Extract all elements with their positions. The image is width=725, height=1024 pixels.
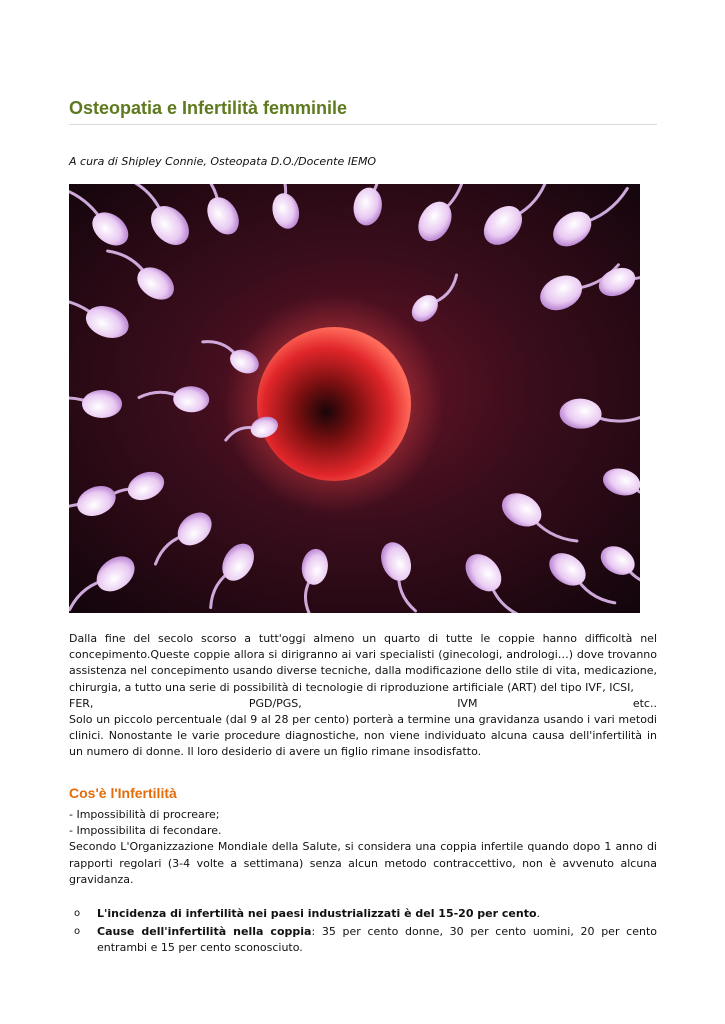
definition-line-1: - Impossibilità di procreare; xyxy=(69,808,220,821)
author-byline: A cura di Shipley Connie, Osteopata D.O./Docente IEMO xyxy=(69,155,377,168)
technique-list xyxy=(69,696,657,712)
bullet-marker: o xyxy=(74,908,81,919)
list-item xyxy=(69,924,657,956)
intro-paragraph xyxy=(69,631,657,761)
list-item xyxy=(69,906,657,922)
definition-line-2: - Impossibilita di fecondare. xyxy=(69,824,222,838)
bullet-bold-text: Cause dell'infertilità nella coppia xyxy=(97,925,312,939)
sperm-head xyxy=(82,390,122,418)
intro-text: Dalla fine del secolo scorso a tutt'oggi almeno un quarto di tutte le coppie hanno difficoltà nel concepimento.Queste coppie allora si dirigranno ai vari specialisti (ginecologi, andrologi…) dove trovanno assistenza nel concepimento usando diverse tecniche, dalla modificazione dello stile di vita, medicazione, chirurgia, a tutto una serie di possibilità di tecnologie di riproduzione artificiale (ART) del tipo IVF, ICSI, xyxy=(69,632,657,694)
bullet-list xyxy=(69,906,657,959)
bullet-marker: o xyxy=(74,926,81,938)
page-title: Osteopatia e Infertilità femminile xyxy=(69,98,657,125)
bullet-bold-text: L'incidenza di infertilità nei paesi industrializzati è del 15-20 per cento xyxy=(97,907,537,920)
intro-text-continued: Solo un piccolo percentuale (dal 9 al 28 per cento) porterà a termine una gravidanza usando i vari metodi clinici. Nonostante le varie procedure diagnostiche, non viene individuato alcuna causa dell'infertilità in un numero di donne. Il loro desiderio di avere un figlio rimane insodisfatto. xyxy=(69,713,657,759)
section-heading: Cos'è l'Infertilità xyxy=(69,785,177,801)
bullet-text: . xyxy=(536,907,541,920)
bullet-text: : 35 per cento donne, 30 per cento uomini, 20 per cento entrambi e 15 per cento sconosciuto. xyxy=(97,925,657,955)
technique-pgd: PGD/PGS, xyxy=(248,696,302,710)
section-body xyxy=(69,807,657,888)
technique-etc: etc.. xyxy=(632,696,657,710)
hero-image xyxy=(69,184,640,613)
technique-ivm: IVM xyxy=(457,696,478,710)
technique-fer: FER, xyxy=(69,696,94,710)
who-definition: Secondo L'Organizzazione Mondiale della Salute, si considera una coppia infertile quando dopo 1 anno di rapporti regolari (3-4 volte a settimana) senza alcun metodo contraccettivo, non è avvenuto alcuna gravidanza. xyxy=(69,840,657,886)
